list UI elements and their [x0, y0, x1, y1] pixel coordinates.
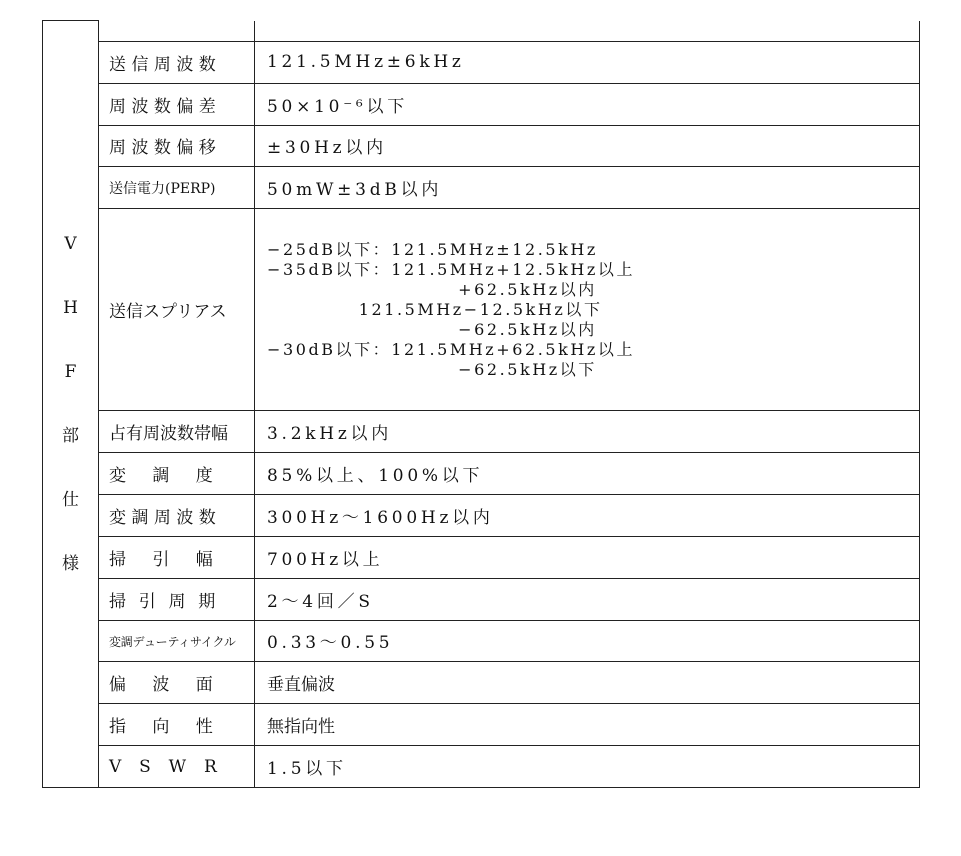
- spurious-line: −35dB以下：121.5MHz+12.5kHz以上: [267, 259, 636, 279]
- row-value: 700Hz以上: [255, 536, 920, 578]
- table-row: [43, 411, 920, 453]
- row-label: 指向性: [99, 704, 255, 746]
- table-row: [43, 746, 920, 788]
- table-row: [43, 662, 920, 704]
- spurious-line: −62.5kHz以内: [267, 319, 597, 339]
- row-value: 2〜4回／S: [255, 578, 920, 620]
- spacer-cell: [255, 21, 920, 42]
- row-label: 周波数偏差: [99, 83, 255, 125]
- table-row: [43, 41, 920, 83]
- row-label: 変調周波数: [99, 495, 255, 537]
- row-label: 送信周波数: [99, 41, 255, 83]
- table-row: [43, 536, 920, 578]
- row-label: 変調度: [99, 453, 255, 495]
- row-value: 3.2kHz以内: [255, 411, 920, 453]
- row-label: 変調デューティサイクル: [99, 620, 255, 662]
- section-char: 様: [62, 554, 79, 574]
- row-value: 85%以上、100%以下: [255, 453, 920, 495]
- vhf-spec-table: [42, 20, 920, 788]
- row-label: 送信スプリアス: [99, 209, 255, 411]
- row-value: 300Hz〜1600Hz以内: [255, 495, 920, 537]
- row-label: 掃引幅: [99, 536, 255, 578]
- spurious-values: [255, 209, 920, 411]
- table-row-spurious: [43, 209, 920, 411]
- row-value: 121.5MHz±6kHz: [255, 41, 920, 83]
- spacer-cell: [99, 21, 255, 42]
- table-row: [43, 578, 920, 620]
- row-label: 偏波面: [99, 662, 255, 704]
- row-value: 50×10⁻⁶以下: [255, 83, 920, 125]
- row-label: 周波数偏移: [99, 125, 255, 167]
- table-row: [43, 83, 920, 125]
- row-value: 1.5以下: [255, 746, 920, 788]
- table-row: [43, 167, 920, 209]
- spurious-line: −62.5kHz以下: [267, 359, 597, 379]
- table-row: [43, 453, 920, 495]
- section-label-cell: [43, 21, 99, 788]
- row-label: VSWR: [99, 746, 255, 788]
- row-value: ±30Hz以内: [255, 125, 920, 167]
- table-row: [43, 125, 920, 167]
- section-char: H: [63, 298, 78, 318]
- table-row: [43, 495, 920, 537]
- row-value: 無指向性: [255, 704, 920, 746]
- spurious-line: +62.5kHz以内: [267, 279, 597, 299]
- row-label: 送信電力(PERP): [99, 167, 255, 209]
- table-top-spacer-row: [43, 21, 920, 42]
- row-label: 掃引周期: [99, 578, 255, 620]
- section-char: V: [64, 234, 77, 254]
- section-char: F: [64, 362, 77, 382]
- row-label: 占有周波数帯幅: [99, 411, 255, 453]
- spurious-line: −30dB以下：121.5MHz+62.5kHz以上: [267, 339, 636, 359]
- row-value: 50mW±3dB以内: [255, 167, 920, 209]
- section-char: 部: [62, 426, 79, 446]
- table-row: [43, 704, 920, 746]
- row-value: 0.33〜0.55: [255, 620, 920, 662]
- spurious-line: 121.5MHz−12.5kHz以下: [267, 299, 603, 319]
- row-value: 垂直偏波: [255, 662, 920, 704]
- table-row: [43, 620, 920, 662]
- section-char: 仕: [62, 490, 79, 510]
- spurious-line: −25dB以下：121.5MHz±12.5kHz: [267, 239, 598, 259]
